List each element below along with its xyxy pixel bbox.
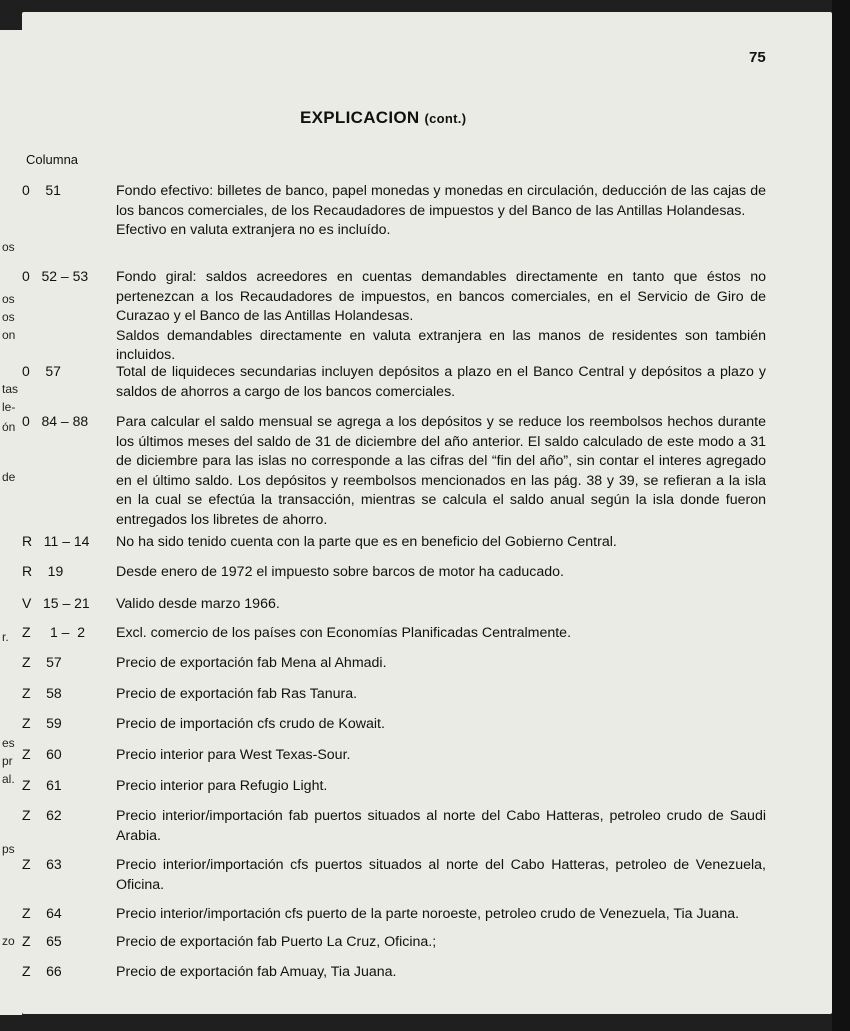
gutter-fragment: zo — [2, 934, 15, 948]
gutter-fragment: ps — [2, 842, 15, 856]
paragraph: Precio interior/importación cfs puertos situados al norte del Cabo Hatteras, petroleo de Venezuela, Oficina. — [116, 857, 766, 893]
explanation-text — [116, 746, 766, 766]
gutter-fragment: es — [2, 736, 15, 750]
column-code: 0 84 – 88 — [22, 413, 89, 429]
paragraph: Valido desde marzo 1966. — [116, 596, 280, 612]
column-code: R 11 – 14 — [22, 533, 90, 549]
column-code: 0 52 – 53 — [22, 268, 89, 284]
column-code: Z 57 — [22, 654, 62, 670]
explanation-text — [116, 654, 766, 674]
explanation-text — [116, 963, 766, 983]
column-code: Z 65 — [22, 933, 62, 949]
paragraph: Total de liquideces secundarias incluyen depósitos a plazo en el Banco Central y depósitos a plazo y saldos de ahorros a cargo de los bancos comerciales. — [116, 364, 766, 400]
column-code: Z 61 — [22, 777, 62, 793]
paragraph: Fondo giral: saldos acreedores en cuentas demandables directamente en tanto que éstos no pertenezcan a los Recaudadores de impuestos, en bancos comerciales, en el Servicio de Giro de Curazao y el Banco de las Antillas Holandesas. — [116, 269, 766, 324]
title-suffix: (cont.) — [424, 111, 467, 126]
gutter-fragment: ón — [2, 420, 16, 434]
paragraph: Efectivo en valuta extranjera no es incluído. — [116, 222, 391, 238]
paragraph: Precio interior/importación fab puertos situados al norte del Cabo Hatteras, petroleo crudo de Saudi Arabia. — [116, 808, 766, 844]
gutter-fragment: os — [2, 240, 15, 254]
paragraph: Precio de exportación fab Puerto La Cruz, Oficina.; — [116, 934, 437, 950]
gutter-fragment: tas — [2, 382, 19, 396]
paragraph: No ha sido tenido cuenta con la parte que es en beneficio del Gobierno Central. — [116, 534, 617, 550]
paragraph: Para calcular el saldo mensual se agrega a los depósitos y se reduce los reembolsos hechos durante los últimos meses del saldo de 31 de diciembre del año anterior. El saldo calculado de este modo a 31 de diciembre para las islas no corresponde a las cifras del “fin del año”, sin contar el interes agregado en el último saldo. Los depósitos y reembolsos mencionados en las pág. 38 y 39, se refieran a la isla en la cual se efectúa la transacción, mientras se calcula el saldo anual según la isla donde fueron entregados los libretes de ahorro. — [116, 414, 766, 528]
explanation-text — [116, 715, 766, 735]
page-title — [300, 108, 466, 128]
paragraph: Excl. comercio de los países con Economías Planificadas Centralmente. — [116, 625, 572, 641]
column-code: Z 63 — [22, 856, 62, 872]
page-number: 75 — [749, 49, 766, 66]
explanation-text — [116, 182, 766, 241]
paragraph: Precio de exportación fab Ras Tanura. — [116, 686, 358, 702]
explanation-text — [116, 856, 766, 895]
gutter-fragment: os — [2, 292, 15, 306]
column-code: Z 62 — [22, 807, 62, 823]
explanation-text — [116, 905, 766, 925]
left-page-gutter — [0, 30, 24, 1015]
column-header: Columna — [26, 152, 79, 167]
explanation-text — [116, 777, 766, 797]
paragraph: Precio interior para West Texas-Sour. — [116, 747, 351, 763]
column-code: Z 60 — [22, 746, 62, 762]
explanation-text — [116, 595, 766, 615]
column-code: R 19 — [22, 563, 64, 579]
column-code: Z 58 — [22, 685, 62, 701]
paragraph: Precio de exportación fab Amuay, Tia Juana. — [116, 964, 397, 980]
explanation-text — [116, 268, 766, 366]
gutter-fragment: de — [2, 470, 16, 484]
explanation-text — [116, 413, 766, 530]
gutter-fragment: r. — [2, 630, 9, 644]
paragraph: Precio de importación cfs crudo de Kowait. — [116, 716, 385, 732]
column-code: V 15 – 21 — [22, 595, 90, 611]
paragraph: Precio interior para Refugio Light. — [116, 778, 328, 794]
column-code: Z 64 — [22, 905, 62, 921]
column-code: 0 57 — [22, 363, 61, 379]
column-code: Z 1 – 2 — [22, 624, 86, 640]
explanation-text — [116, 807, 766, 846]
gutter-fragment: al. — [2, 772, 15, 786]
explanation-text — [116, 363, 766, 402]
explanation-text — [116, 624, 766, 644]
column-code: 0 51 — [22, 182, 61, 198]
gutter-fragment: pr — [2, 754, 13, 768]
gutter-fragment: le- — [2, 400, 16, 414]
explanation-text — [116, 933, 766, 953]
paragraph: Saldos demandables directamente en valuta extranjera en las manos de residentes son también incluidos. — [116, 327, 766, 363]
paragraph: Precio de exportación fab Mena al Ahmadi. — [116, 655, 387, 671]
explanation-text — [116, 685, 766, 705]
column-code: Z 66 — [22, 963, 62, 979]
paragraph: Desde enero de 1972 el impuesto sobre barcos de motor ha caducado. — [116, 564, 564, 580]
title-text: EXPLICACION — [300, 108, 420, 127]
gutter-fragment: os — [2, 310, 15, 324]
paragraph: Fondo efectivo: billetes de banco, papel monedas y monedas en circulación, deducción de las cajas de los bancos comerciales, de los Recaudadores de impuestos y del Banco de las Antillas Holandesas. — [116, 183, 766, 219]
column-code: Z 59 — [22, 715, 62, 731]
explanation-text — [116, 563, 766, 583]
explanation-text — [116, 533, 766, 553]
paragraph: Precio interior/importación cfs puerto de la parte noroeste, petroleo crudo de Venezuela, Tia Juana. — [116, 906, 740, 922]
gutter-fragment: on — [2, 328, 16, 342]
book-edge-shadow — [832, 0, 850, 1031]
document-page — [22, 12, 832, 1014]
